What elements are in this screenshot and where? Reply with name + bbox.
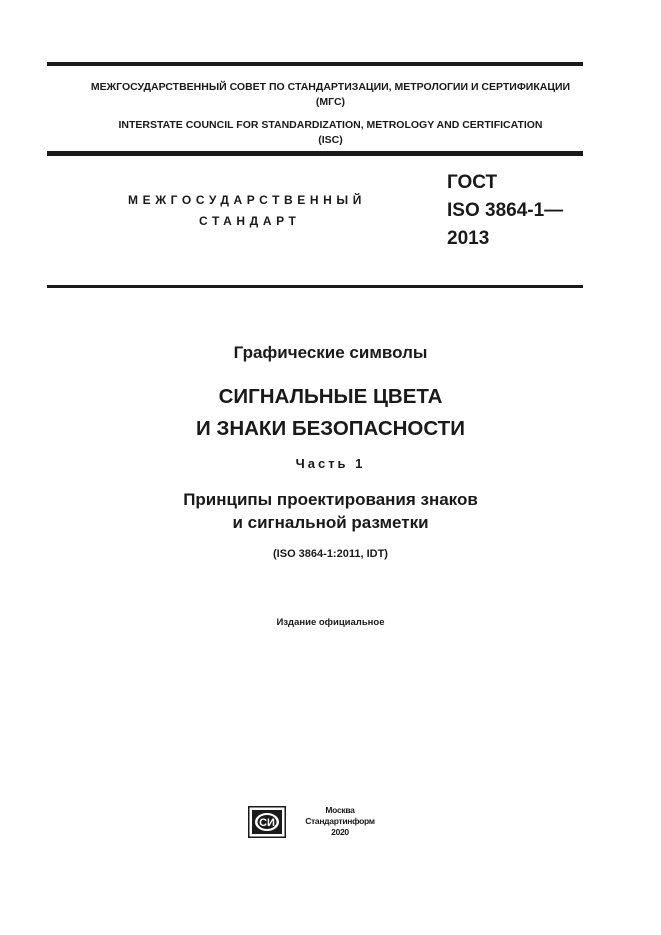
- standard-type-line1: МЕЖГОСУДАРСТВЕННЫЙ: [128, 193, 366, 207]
- subtitle: Графические символы: [233, 343, 428, 362]
- part-title-line1: Принципы проектирования знаков: [183, 490, 478, 509]
- publisher-info: [296, 805, 384, 838]
- standard-type: [128, 190, 373, 232]
- edition-note: Издание официальное: [276, 617, 385, 628]
- iso-reference: (ISO 3864-1:2011, IDT): [273, 548, 388, 560]
- council-ru: МЕЖГОСУДАРСТВЕННЫЙ СОВЕТ ПО СТАНДАРТИЗАЦИИ, МЕТРОЛОГИИ И СЕРТИФИКАЦИИ: [90, 81, 571, 93]
- gost-year: 2013: [447, 228, 490, 249]
- gost-number: ISO 3864-1—: [447, 200, 564, 221]
- council-en: INTERSTATE COUNCIL FOR STANDARDIZATION, METROLOGY AND CERTIFICATION: [118, 119, 543, 131]
- council-en-abbr: (ISC): [318, 134, 343, 146]
- header-bottom-rule: [47, 151, 583, 156]
- main-title: [0, 381, 661, 445]
- standard-type-line2: СТАНДАРТ: [199, 214, 301, 228]
- main-title-line2: И ЗНАКИ БЕЗОПАСНОСТИ: [196, 417, 465, 440]
- council-ru-abbr: (МГС): [315, 96, 346, 108]
- council-header: [0, 80, 661, 148]
- main-title-line1: СИГНАЛЬНЫЕ ЦВЕТА: [218, 385, 443, 408]
- part-number: Часть 1: [295, 456, 366, 471]
- part-title: [0, 488, 661, 534]
- publisher-name: Стандартинформ: [305, 816, 375, 826]
- publisher-city: Москва: [325, 805, 355, 815]
- publisher-year: 2020: [331, 827, 349, 837]
- designation-bottom-rule: [47, 285, 583, 288]
- gost-label: ГОСТ: [447, 172, 498, 193]
- logo-text: СИ: [259, 817, 275, 829]
- part-title-line2: и сигнальной разметки: [232, 513, 429, 532]
- top-rule: [47, 62, 583, 66]
- standartinform-logo-icon: [248, 806, 286, 838]
- gost-designation: [447, 169, 563, 253]
